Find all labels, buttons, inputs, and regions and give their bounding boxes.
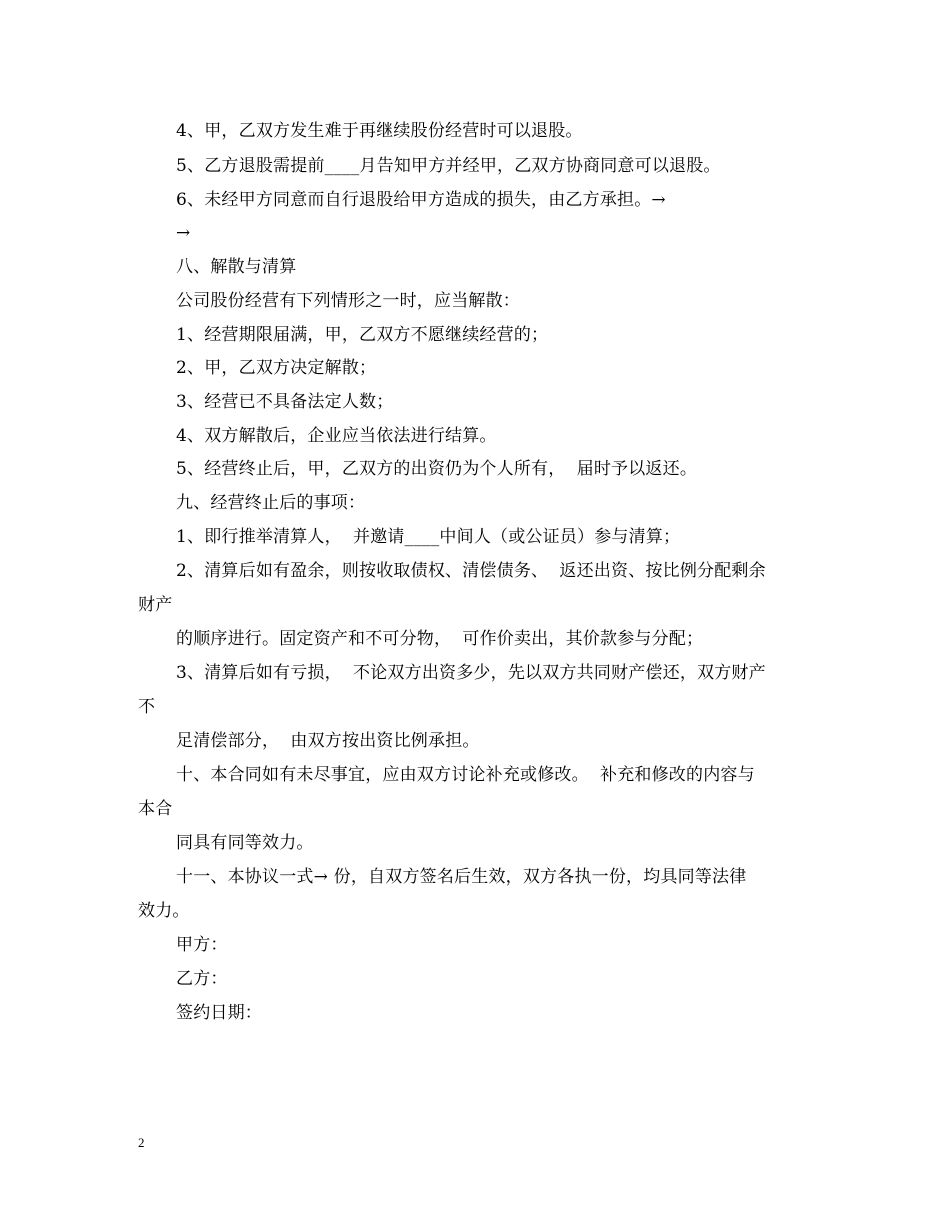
clause-line: 十一、本协议一式→ 份，自双方签名后生效，双方各执一份，均具同等法律	[176, 867, 747, 887]
clause-line: 足清偿部分， 由双方按出资比例承担。	[176, 731, 480, 751]
section-heading: 八、解散与清算	[176, 257, 297, 277]
clause-line-wrap: 不	[138, 697, 156, 717]
clause-line-wrap: 本合	[138, 799, 173, 819]
clause-line: 2、甲，乙双方决定解散；	[176, 358, 377, 378]
clause-line: 3、清算后如有亏损， 不论双方出资多少，先以双方共同财产偿还，双方财产	[176, 663, 766, 683]
party-b-label: 乙方：	[176, 969, 228, 989]
clause-line: 5、乙方退股需提前____月告知甲方并经甲，乙双方协商同意可以退股。	[176, 156, 721, 176]
clause-line: 2、清算后如有盈余，则按收取债权、清偿债务、 返还出资、按比例分配剩余	[176, 561, 766, 581]
clause-line: 十、本合同如有未尽事宜，应由双方讨论补充或修改。 补充和修改的内容与	[176, 765, 755, 785]
clause-line-wrap: 财产	[138, 595, 173, 615]
signing-date-label: 签约日期：	[176, 1003, 262, 1023]
clause-line: 公司股份经营有下列情形之一时，应当解散：	[176, 291, 520, 311]
arrow-mark: →	[176, 223, 191, 243]
page-number: 2	[138, 1135, 145, 1150]
clause-line: 3、经营已不具备法定人数；	[176, 392, 394, 412]
clause-line: 1、即行推举清算人， 并邀请____中间人（或公证员）参与清算；	[176, 527, 681, 547]
clause-line: 4、甲，乙双方发生难于再继续股份经营时可以退股。	[176, 121, 583, 141]
clause-line: 5、经营终止后，甲，乙双方的出资仍为个人所有， 届时予以返还。	[176, 459, 698, 479]
clause-line-wrap: 效力。	[138, 901, 190, 921]
section-heading: 九、经营终止后的事项：	[176, 493, 366, 513]
clause-line: 4、双方解散后，企业应当依法进行结算。	[176, 426, 497, 446]
party-a-label: 甲方：	[176, 935, 228, 955]
clause-line: 6、未经甲方同意而自行退股给甲方造成的损失，由乙方承担。→	[176, 190, 666, 210]
clause-line: 1、经营期限届满，甲，乙双方不愿继续经营的；	[176, 325, 549, 345]
clause-line: 同具有同等效力。	[176, 833, 314, 853]
clause-line: 的顺序进行。固定资产和不可分物， 可作价卖出，其价款参与分配；	[176, 629, 704, 649]
